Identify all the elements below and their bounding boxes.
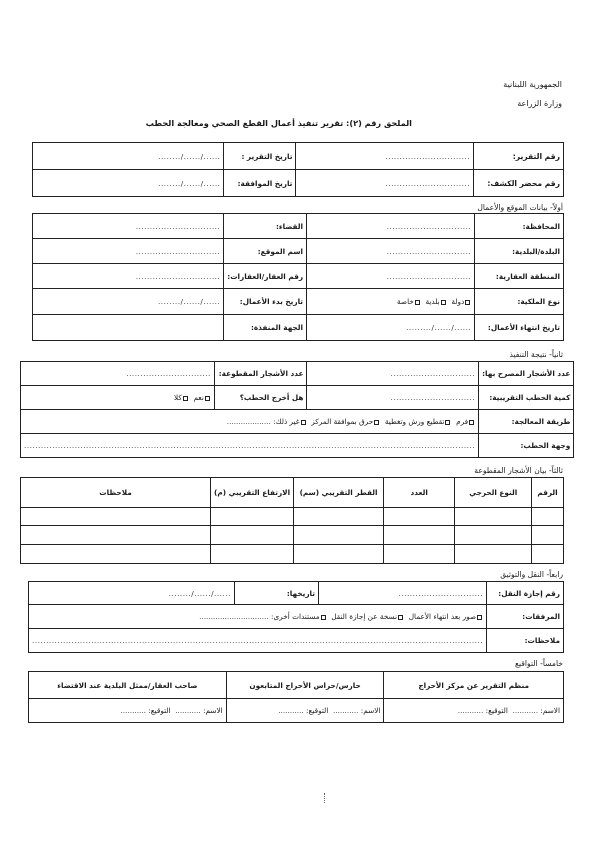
town-label: البلدة/البلدية:: [475, 239, 564, 264]
report-no-label: رقم التقرير:: [474, 143, 564, 170]
table-cell[interactable]: [532, 545, 564, 564]
signer-forest-guards: حارس/حراس الأحراج المتابعون: [226, 672, 384, 699]
col-notes-header: ملاحظات: [21, 478, 211, 508]
transport-doc-table: [28, 581, 564, 653]
ownership-option-private[interactable]: خاصة: [397, 297, 421, 306]
checkbox-icon: [477, 615, 482, 620]
signature-cell-forest-guards[interactable]: الاسم: ........... التوقيع: ...........: [226, 699, 384, 723]
wood-destination-field[interactable]: ................................................................................................................................................................: [21, 434, 479, 458]
treatment-option-grind[interactable]: فرم: [456, 417, 475, 426]
permitted-trees-label: عدد الأشجار المصرح بها:: [479, 362, 574, 386]
checkbox-icon: [321, 615, 326, 620]
treatment-option-burn[interactable]: حرق بموافقة المركز: [311, 417, 380, 426]
ownership-type-label: نوع الملكية:: [475, 289, 564, 315]
site-name-label: اسم الموقع:: [224, 239, 307, 264]
checkbox-icon: [469, 420, 474, 425]
checkbox-icon: [301, 420, 306, 425]
transport-date-field[interactable]: ....../....../........: [29, 582, 235, 605]
town-field[interactable]: ..............................: [307, 239, 475, 264]
table-cell[interactable]: [532, 508, 564, 526]
checkbox-icon: [374, 420, 379, 425]
ownership-options: [307, 289, 475, 315]
cut-trees-label: عدد الأشجار المقطوعة:: [214, 362, 307, 386]
table-cell[interactable]: [211, 526, 294, 545]
table-cell[interactable]: [211, 508, 294, 526]
checkbox-icon: [445, 420, 450, 425]
signature-cell-property-owner[interactable]: الاسم: ........... التوقيع: ...........: [29, 699, 227, 723]
table-cell[interactable]: [532, 526, 564, 545]
table-row: [21, 508, 564, 526]
property-no-field[interactable]: ..............................: [33, 264, 224, 289]
permitted-trees-field[interactable]: ..............................: [307, 362, 479, 386]
signatures-table: [28, 671, 564, 723]
page-mark: [324, 793, 326, 803]
district-field[interactable]: ..............................: [33, 214, 224, 239]
executing-party-label: الجهة المنفذة:: [224, 315, 307, 341]
attachment-option-permit-copy[interactable]: نسخة عن إجازة النقل: [331, 612, 404, 621]
executing-party-field[interactable]: [33, 315, 224, 341]
table-cell[interactable]: [211, 545, 294, 564]
execution-result-table: [20, 361, 574, 458]
col-number-header: الرقم: [532, 478, 564, 508]
approval-date-field[interactable]: ....../....../........: [33, 170, 224, 197]
report-info-table: [32, 142, 564, 197]
report-date-label: تاريخ التقرير :: [224, 143, 296, 170]
ownership-option-municipality[interactable]: بلدية: [425, 297, 446, 306]
col-count-header: العدد: [384, 478, 455, 508]
wood-removed-no[interactable]: كلا: [174, 393, 189, 402]
table-cell[interactable]: [455, 508, 532, 526]
notes-label: ملاحظات:: [487, 629, 564, 653]
inspection-no-field[interactable]: ..............................: [296, 170, 474, 197]
checkbox-icon: [415, 300, 420, 305]
cut-trees-table: [20, 477, 564, 564]
table-cell[interactable]: [294, 526, 384, 545]
section2-heading: ثانياً- نتيجة التنفيذ: [509, 350, 563, 359]
col-height-header: الارتفاع التقريبي (م): [211, 478, 294, 508]
cadastral-area-label: المنطقة العقارية:: [475, 264, 564, 289]
treatment-method-label: طريقة المعالجة:: [479, 410, 574, 434]
ministry-name: وزارة الزراعة: [517, 99, 562, 108]
end-date-field[interactable]: ....../....../.........: [307, 315, 475, 341]
checkbox-icon: [441, 300, 446, 305]
notes-field[interactable]: ................................................................................................................................................................: [29, 629, 487, 653]
governorate-label: المحافظة:: [475, 214, 564, 239]
transport-permit-label: رقم إجازة النقل:: [487, 582, 564, 605]
start-date-label: تاريخ بدء الأعمال:: [224, 289, 307, 315]
wood-removed-options: [21, 386, 215, 410]
wood-removed-label: هل أخرج الحطب؟: [214, 386, 307, 410]
country-name: الجمهورية اللبنانية: [503, 80, 562, 89]
attachments-label: المرفقات:: [487, 605, 564, 629]
table-cell[interactable]: [294, 545, 384, 564]
table-cell[interactable]: [384, 526, 455, 545]
table-cell[interactable]: [21, 508, 211, 526]
table-cell[interactable]: [21, 526, 211, 545]
report-date-field[interactable]: ....../....../........: [33, 143, 224, 170]
signer-forest-center: منظم التقرير عن مركز الأحراج: [384, 672, 564, 699]
inspection-no-label: رقم محضر الكشف:: [474, 170, 564, 197]
section4-heading: رابعاً- النقل والتوثيق: [500, 570, 563, 579]
start-date-field[interactable]: ....../....../........: [33, 289, 224, 315]
table-row: [21, 545, 564, 564]
section3-heading: ثالثاً- بيان الأشجار المقطوعة: [474, 466, 563, 475]
table-cell[interactable]: [384, 545, 455, 564]
table-cell[interactable]: [21, 545, 211, 564]
treatment-option-other[interactable]: غير ذلك:: [273, 417, 306, 426]
page-title: الملحق رقم (٢): تقرير تنفيذ أعمال القطع الصحي ومعالجة الحطب: [145, 118, 412, 128]
col-diameter-header: القطر التقريبي (سم): [294, 478, 384, 508]
wood-amount-label: كمية الحطب التقريبية:: [479, 386, 574, 410]
table-cell[interactable]: [384, 508, 455, 526]
attachment-option-photos[interactable]: صور بعد انتهاء الأعمال: [409, 612, 483, 621]
treatment-method-options: فرم تقطيع ورش وتغطية حرق بموافقة المركز غير ذلك: ...................: [21, 410, 479, 434]
cadastral-area-field[interactable]: ..............................: [307, 264, 475, 289]
treatment-option-cut-spray-cover[interactable]: تقطيع ورش وتغطية: [385, 417, 452, 426]
checkbox-icon: [205, 396, 210, 401]
property-no-label: رقم العقار/العقارات:: [224, 264, 307, 289]
col-species-header: النوع الحرجي: [455, 478, 532, 508]
end-date-label: تاريخ انتهاء الأعمال:: [475, 315, 564, 341]
table-cell[interactable]: [294, 508, 384, 526]
site-name-field[interactable]: ..............................: [33, 239, 224, 264]
table-row: [21, 526, 564, 545]
signature-cell-forest-center[interactable]: الاسم: ........... التوقيع: ...........: [384, 699, 564, 723]
signer-property-owner: صاحب العقار/ممثل البلدية عند الاقتضاء: [29, 672, 227, 699]
approval-date-label: تاريخ الموافقة:: [224, 170, 296, 197]
attachments-options: صور بعد انتهاء الأعمال نسخة عن إجازة النقل مستندات أخرى: ..............................: [29, 605, 487, 629]
section5-heading: خامساً- التواقيع: [514, 659, 563, 668]
checkbox-icon: [398, 615, 403, 620]
wood-removed-yes[interactable]: نعم: [193, 393, 210, 402]
wood-destination-label: وجهة الحطب:: [479, 434, 574, 458]
wood-amount-field[interactable]: ..............................: [307, 386, 479, 410]
ownership-option-state[interactable]: دولة: [451, 297, 471, 306]
cut-trees-field[interactable]: ..............................: [21, 362, 215, 386]
section1-heading: أولاً- بيانات الموقع والأعمال: [477, 203, 563, 212]
transport-date-label: تاريخها:: [234, 582, 318, 605]
report-no-field[interactable]: ..............................: [296, 143, 474, 170]
table-cell[interactable]: [455, 545, 532, 564]
table-cell[interactable]: [455, 526, 532, 545]
district-label: القضاء:: [224, 214, 307, 239]
governorate-field[interactable]: ..............................: [307, 214, 475, 239]
checkbox-icon: [183, 396, 188, 401]
checkbox-icon: [465, 300, 470, 305]
table-header-row: [21, 478, 564, 508]
transport-permit-field[interactable]: ..............................: [319, 582, 487, 605]
site-data-table: [32, 213, 564, 341]
attachment-option-other[interactable]: مستندات أخرى:: [271, 612, 327, 621]
